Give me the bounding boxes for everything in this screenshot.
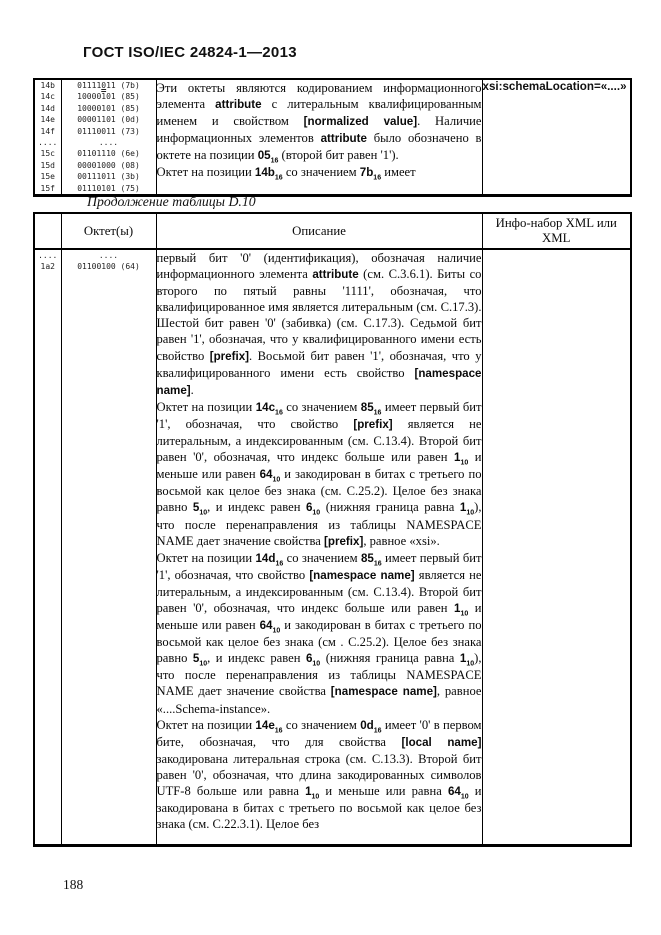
octet-position: 15c: [40, 149, 55, 159]
header-cell-octets: Октет(ы): [61, 213, 156, 249]
header-cell-infoset: Инфо-набор XML или XML: [482, 213, 631, 249]
table-header-row: [34, 213, 631, 249]
octet-binary-cell: [61, 249, 156, 846]
table-d10-continuation: [33, 212, 632, 847]
description-cell: Эти октеты являются кодированием информационного элемента attribute с литеральным квалифицированным именем и свойством [normalized value]. Наличие информационных элементов attribute было обозначено в октете на позиции $05_{16}$ (второй бит равен '1'). Октет на позиции $14b_{16}$ со значением $7b_{16}$ имеет: [156, 79, 482, 196]
table-row: [34, 249, 631, 846]
header-cell-empty: [34, 213, 61, 249]
octet-position: 15f: [40, 183, 55, 193]
octet-binary: 01100100 (64): [77, 262, 140, 272]
octet-position: 14f: [40, 126, 55, 136]
table-continuation-caption: Продолжение таблицы D.10: [87, 194, 256, 209]
octet-binaries-cell: [61, 79, 156, 196]
octet-binary: 01111011 (7b): [77, 81, 140, 90]
octet-binary: 01110011 (73): [77, 126, 140, 136]
octet-position: ....: [38, 138, 58, 148]
octet-position-cell: [34, 249, 61, 846]
octet-binary-dots: ....: [98, 251, 119, 260]
octet-binary: 01101110 (6e): [77, 149, 140, 159]
octet-positions-cell: [34, 79, 61, 196]
octet-position: 14c: [40, 92, 55, 102]
page-number: 188: [63, 877, 84, 892]
octet-position-dots: ....: [38, 251, 58, 260]
document-title: ГОСТ ISO/IEC 24824-1—2013: [83, 44, 297, 61]
table-row: [34, 79, 631, 196]
octet-position: 15e: [40, 172, 55, 182]
description-cell: первый бит '0' (идентификация), обозначая наличие информационного элемента attribute (см. С.3.6.1). Биты со второго по пятый равны '1111', обозначая, что квалифицированное имя является литеральным (см. С.17.3). Шестой бит равен '0' (забивка) (см. С.17.3). Седьмой бит равен '1', обозначая, что у квалифицированного имени есть свойство [prefix]. Восьмой бит равен '1', обозначая, что у квалифицированного имени есть свойство [namespace name]. Октет на позиции $14c_{16}$ со значением $85_{16}$ имеет первый бит '1', обозначая, что свойство [prefix] является не литеральным, а индексированным (см. С.13.4). Второй бит равен '0', обозначая, что индекс больше или равен $1_{10}$ и меньше или равен $64_{10}$ и закодирован в битах с третьего по восьмой как целое без знака (см. С.25.2). Целое без знака равно $5_{10}$, и индекс равен $6_{10}$ (нижняя граница равна $1_{10}$), что после перенаправления из таблицы NAMESPACE NAME дает значение свойства [prefix], равное «xsi». Октет на позиции $14d_{16}$ со значением $85_{16}$ имеет первый бит '1', обозначая, что свойство [namespace name] является не литеральным, а индексированным (см. С.13.4). Второй бит равен '0', обозначая, что индекс больше или равен $1_{10}$ и меньше или равен $64_{10}$ и закодирован в битах с третьего по восьмой как целое без знака (см . С.25.2). Целое без знака равно $5_{10}$, и индекс равен $6_{10}$ (нижняя граница равна $1_{10}$), что после перенаправления из таблицы NAMESPACE NAME дает значение свойства [namespace name], равное «....Schema-instance». Октет на позиции $14e_{16}$ со значением $0d_{16}$ имеет '0' в первом бите, обозначая, что для свойства [local name] закодирована литеральная строка (см. С.13.3). Второй бит равен '0', обозначая, что длина закодированных символов UTF-8 больше или равна $1_{10}$ и меньше или равна $64_{10}$ и закодирована в битах с третьего по восьмой как целое без знака (см. С.22.3.1). Целое без: [156, 249, 482, 846]
octet-position: 1a2: [40, 262, 55, 272]
octet-binary: 00111011 (3b): [77, 172, 140, 182]
octet-position: 15d: [40, 160, 55, 170]
octet-binary: 01110101 (75): [77, 183, 140, 193]
octet-binary: 00001101 (0d): [77, 115, 140, 125]
octet-binary: 10000101 (85): [77, 92, 140, 102]
octet-position: 14d: [40, 103, 55, 113]
octet-binary: ....: [98, 138, 119, 148]
octet-binary: 10000101 (85): [77, 103, 140, 113]
octet-position: 14e: [40, 115, 55, 125]
octet-position: 14b: [40, 81, 55, 90]
infoset-cell: xsi:schemaLocation=«....»: [482, 79, 631, 196]
octet-binary: 00001000 (08): [77, 160, 140, 170]
infoset-cell-empty: [482, 249, 631, 846]
header-cell-description: Описание: [156, 213, 482, 249]
octet-table-top-fragment: [33, 78, 632, 197]
